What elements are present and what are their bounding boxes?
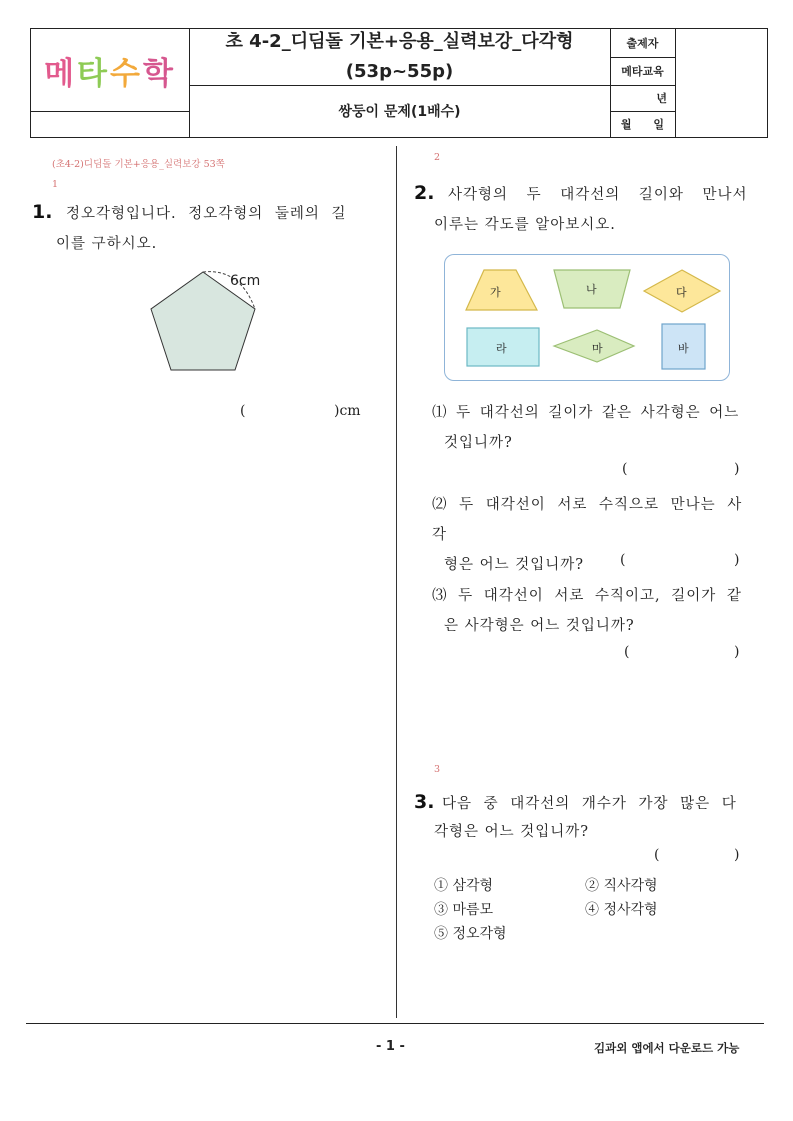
logo-char: 수 xyxy=(110,55,143,92)
logo-char: 타 xyxy=(77,55,110,92)
shape-label: 다 xyxy=(676,286,687,299)
sub-text: 두 대각선이 서로 수직으로 만나는 사각 xyxy=(432,497,743,543)
question-line: 이를 구하시오. xyxy=(56,236,158,252)
side-length-label: 6cm xyxy=(230,273,261,289)
answer-unit: )cm xyxy=(334,403,361,419)
author-label: 출제자 xyxy=(626,37,659,50)
logo xyxy=(31,29,189,111)
question-line: 다음 중 대각선의 개수가 가장 많은 다 xyxy=(442,796,737,812)
page-number: - 1 - xyxy=(376,1039,405,1054)
answer-open: ( xyxy=(624,644,630,660)
month-label: 월 xyxy=(620,118,632,131)
sub-question-line: 형은 어느 것입니까? xyxy=(444,557,585,573)
column-divider xyxy=(396,146,397,1018)
answer-close: ) xyxy=(734,461,740,477)
sub-question-line: 것입니까? xyxy=(444,435,513,451)
shape-label: 가 xyxy=(490,286,501,299)
question-number: 2. xyxy=(414,182,435,204)
footer-rule xyxy=(26,1023,764,1024)
answer-open: ( xyxy=(620,552,626,568)
sub-question-line xyxy=(432,490,752,550)
source-note: (초4-2)디딤돌 기본+응용_실력보강 53쪽 xyxy=(52,159,225,170)
choice-3: ③ 마름모 xyxy=(434,902,494,918)
shape-label: 바 xyxy=(678,342,689,355)
question-number: 1. xyxy=(32,201,53,223)
sub-question xyxy=(432,398,752,458)
author-value: 메타교육 xyxy=(621,65,664,78)
logo-char: 학 xyxy=(142,55,176,92)
header-table xyxy=(30,28,768,138)
shape-label: 마 xyxy=(592,342,603,355)
quadrilateral-set xyxy=(444,254,730,381)
question-index: 3 xyxy=(434,764,441,775)
logo-char: 메 xyxy=(44,55,78,92)
question-line: 사각형의 두 대각선의 길이와 만나서 xyxy=(448,187,748,203)
answer-close: ) xyxy=(734,847,740,863)
answer-open: ( xyxy=(622,461,628,477)
sub-mark: ⑵ xyxy=(432,497,448,513)
subtitle: 쌍둥이 문제(1배수) xyxy=(338,104,461,120)
choice-5: ⑤ 정오각형 xyxy=(434,926,507,942)
answer-open: ( xyxy=(240,403,246,419)
shape-label: 라 xyxy=(496,342,507,355)
sub-question-line: 은 사각형은 어느 것입니까? xyxy=(444,618,635,634)
sub-question-line xyxy=(432,581,752,611)
question-index: 1 xyxy=(52,179,59,190)
page-title xyxy=(189,29,610,85)
sub-question-line xyxy=(432,398,752,428)
answer-close: ) xyxy=(734,552,740,568)
answer-close: ) xyxy=(734,644,740,660)
shape-label: 나 xyxy=(586,283,597,296)
answer-open: ( xyxy=(654,847,660,863)
question-line: 이루는 각도를 알아보시오. xyxy=(434,217,616,233)
year-label: 년 xyxy=(656,92,667,105)
month-day-label xyxy=(610,111,675,137)
question-number: 3. xyxy=(414,791,435,813)
title-pages: (53p~55p) xyxy=(345,61,454,82)
choice-4: ④ 정사각형 xyxy=(585,902,658,918)
question-text xyxy=(66,199,366,229)
sub-question xyxy=(432,490,752,580)
sub-text: 두 대각선의 길이가 같은 사각형은 어느 xyxy=(456,405,740,421)
shape-ga xyxy=(466,270,537,310)
day-label: 일 xyxy=(653,118,665,131)
sub-question xyxy=(432,581,752,641)
sub-mark: ⑴ xyxy=(432,405,448,421)
sub-text: 두 대각선이 서로 수직이고, 길이가 같 xyxy=(458,588,742,604)
question-index: 2 xyxy=(434,152,441,163)
question-line: 각형은 어느 것입니까? xyxy=(434,824,590,840)
choice-2: ② 직사각형 xyxy=(585,878,658,894)
sub-mark: ⑶ xyxy=(432,588,448,604)
choice-1: ① 삼각형 xyxy=(434,878,494,894)
title-line: 초 4-2_디딤돌 기본+응용_실력보강_다각형 xyxy=(225,31,574,52)
question-line: 정오각형입니다. 정오각형의 둘레의 길 xyxy=(66,206,347,222)
download-note: 김과외 앱에서 다운로드 가능 xyxy=(594,1041,740,1055)
